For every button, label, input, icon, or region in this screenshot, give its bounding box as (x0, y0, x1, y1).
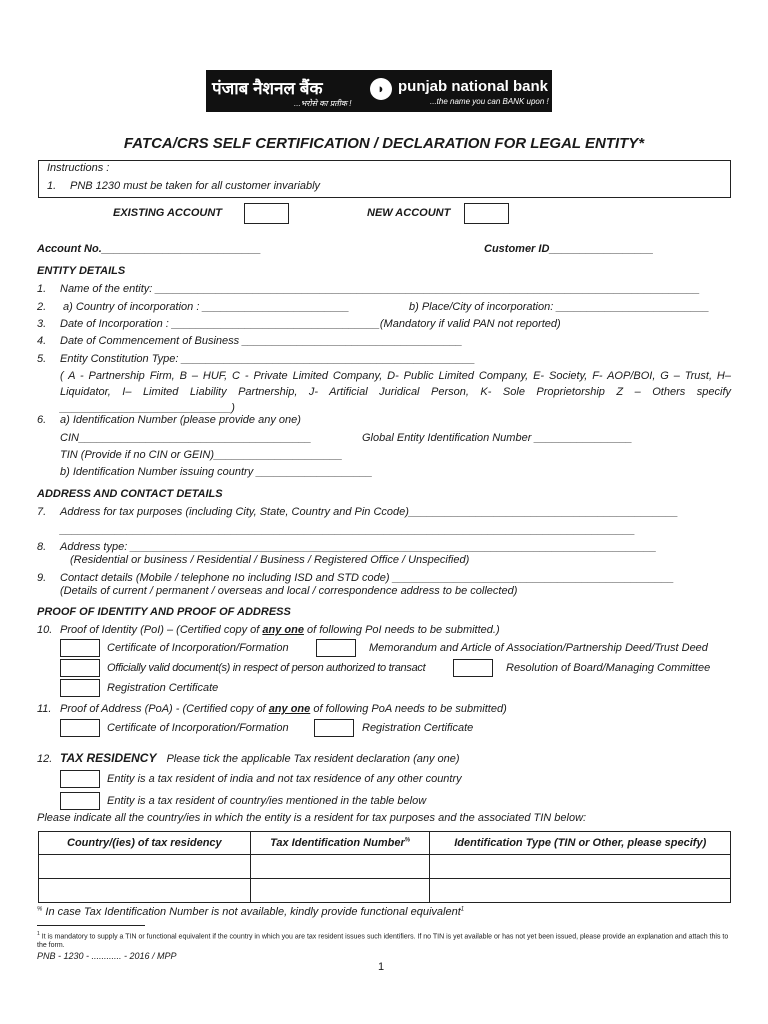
constitution-type-field[interactable] (37, 353, 475, 365)
poa-registration-label: Registration Certificate (362, 722, 474, 734)
footnote-text: It is mandatory to supply a TIN or functional equivalent if the country in which you are tax resident issues such identifiers. If no TIN is yet available or has not yet been issued, please provide an explanation and attach this to the form. (37, 933, 729, 950)
poi-memorandum-checkbox[interactable] (316, 639, 356, 657)
q7-text: Address for tax purposes (including City, State, Country and Pin Ccode)____________________________________________ (60, 506, 679, 518)
address-heading: ADDRESS AND CONTACT DETAILS (37, 488, 223, 500)
account-number-field[interactable]: Account No.__________________________ (37, 243, 261, 255)
q11-any-one: any one (268, 703, 311, 715)
q5-text: Entity Constitution Type: ________________________________________________ (60, 353, 476, 365)
instructions-box (38, 160, 731, 198)
q2-number: 2. (37, 301, 47, 313)
q4-number: 4. (37, 335, 47, 347)
instruction-text: PNB 1230 must be taken for all customer invariably (70, 180, 321, 192)
table-cell[interactable] (430, 879, 731, 903)
poi-ovd-checkbox[interactable] (60, 659, 100, 677)
entity-name-field[interactable] (37, 283, 700, 295)
contact-details-note: (Details of current / permanent / overseas and local / correspondence address to be collected) (60, 585, 518, 597)
tax-address-continuation[interactable]: ______________________________________________________________________________________________ (60, 524, 636, 536)
proof-identity-question (37, 624, 500, 636)
q1-number: 1. (37, 283, 47, 295)
form-code: PNB - 1230 - ............ - 2016 / MPP (37, 951, 177, 961)
q8-text: Address type: ______________________________________________________________________________________ (60, 541, 657, 553)
tax-resident-other-label: Entity is a tax resident of country/ies mentioned in the table below (107, 795, 427, 807)
q9-number: 9. (37, 572, 47, 584)
tin-note-sup: 1 (460, 906, 465, 913)
tin-note-mark: % (37, 906, 43, 913)
poi-registration-label: Registration Certificate (107, 682, 219, 694)
q6a-text: a) Identification Number (please provide any one) (60, 414, 301, 426)
existing-account-label: EXISTING ACCOUNT (113, 207, 222, 219)
table-cell[interactable] (430, 855, 731, 879)
address-type-options: (Residential or business / Residential / Business / Registered Office / Unspecified) (70, 554, 470, 566)
tax-resident-india-label: Entity is a tax resident of india and not tax residence of any other country (107, 773, 462, 785)
new-account-label: NEW ACCOUNT (367, 207, 451, 219)
instruction-number: 1. (47, 180, 57, 192)
q9-text: Contact details (Mobile / telephone no including ISD and STD code) ______________________________________________ (60, 572, 675, 584)
q12-number: 12. (37, 753, 53, 765)
table-row (39, 855, 731, 879)
q7-number: 7. (37, 506, 47, 518)
logo-hindi-name: पंजाब नैशनल बैंक (212, 79, 323, 98)
poi-ovd-label: Officially valid document(s) in respect of person authorized to transact (107, 662, 426, 674)
new-account-checkbox[interactable] (464, 203, 509, 224)
q3-text: Date of Incorporation : __________________________________(Mandatory if valid PAN not reported) (60, 318, 561, 330)
poa-registration-checkbox[interactable] (314, 719, 354, 737)
poi-memorandum-label: Memorandum and Article of Association/Partnership Deed/Trust Deed (369, 642, 708, 654)
column-header-tin-mark: % (404, 837, 411, 844)
column-header-id-type: Identification Type (TIN or Other, please specify) (430, 832, 731, 855)
customer-id-field[interactable]: Customer ID_________________ (484, 243, 654, 255)
tax-residency-table (38, 831, 731, 903)
tax-table-intro: Please indicate all the country/ies in which the entity is a resident for tax purposes and the associated TIN below: (37, 812, 587, 824)
contact-details-field[interactable] (37, 572, 674, 584)
tin-field[interactable]: TIN (Provide if no CIN or GEIN)_____________________ (60, 449, 343, 461)
tax-residency-instruction: Please tick the applicable Tax resident declaration (any one) (166, 753, 460, 765)
poi-registration-checkbox[interactable] (60, 679, 100, 697)
tax-residency-heading: TAX RESIDENCY (60, 751, 157, 765)
logo-hindi-tagline: ...भरोसे का प्रतीक ! (294, 99, 352, 108)
identification-number-heading (37, 414, 301, 426)
table-cell[interactable] (250, 855, 430, 879)
constitution-type-description: ( A - Partnership Firm, B – HUF, C - Private Limited Company, D- Public Limited Company, E- Society, F- AOP/BOI, G – Trust, H– Liquidator, I– Limited Liability Partnership, J- Artificial Juridical Person, K- Sole Proprietorship Z – Others specify ____________________________) (60, 370, 731, 414)
entity-details-heading: ENTITY DETAILS (37, 265, 126, 277)
q2a-text: a) Country of incorporation : ________________________ (60, 301, 350, 313)
q3-number: 3. (37, 318, 47, 330)
poi-resolution-checkbox[interactable] (453, 659, 493, 677)
q10-text-post: of following PoI needs to be submitted.) (303, 624, 500, 636)
logo-english-name: punjab national bank (398, 78, 549, 95)
q5-number: 5. (37, 353, 47, 365)
table-cell[interactable] (250, 879, 430, 903)
poa-incorporation-label: Certificate of Incorporation/Formation (107, 722, 289, 734)
q11-number: 11. (37, 703, 52, 715)
tax-residency-question (37, 751, 460, 765)
footnote (37, 930, 735, 950)
q1-text: Name of the entity: _________________________________________________________________________________________ (60, 283, 700, 295)
bank-logo (206, 70, 552, 112)
footnote-divider (37, 925, 145, 926)
gein-field[interactable]: Global Entity Identification Number ________________ (362, 432, 633, 444)
table-row (39, 879, 731, 903)
page-number: 1 (378, 961, 385, 973)
instructions-heading: Instructions : (47, 162, 110, 174)
date-commencement-field[interactable] (37, 335, 462, 347)
q10-any-one: any one (262, 624, 304, 636)
address-type-field[interactable] (37, 541, 656, 553)
tin-note (37, 906, 464, 918)
tax-resident-india-checkbox[interactable] (60, 770, 100, 788)
existing-account-checkbox[interactable] (244, 203, 289, 224)
place-incorporation-field[interactable]: b) Place/City of incorporation: _________________________ (409, 301, 710, 313)
q11-text-pre: Proof of Address (PoA) - (Certified copy of (60, 703, 269, 715)
table-cell[interactable] (39, 879, 251, 903)
poa-incorporation-checkbox[interactable] (60, 719, 100, 737)
q10-number: 10. (37, 624, 53, 636)
column-header-country: Country/(ies) of tax residency (39, 832, 251, 855)
date-incorporation-field[interactable] (37, 318, 561, 330)
column-header-tin-text: Tax Identification Number (270, 837, 405, 849)
q11-text-post: of following PoA needs to be submitted) (310, 703, 507, 715)
q8-number: 8. (37, 541, 47, 553)
q10-text-pre: Proof of Identity (PoI) – (Certified copy of (60, 624, 263, 636)
q4-text: Date of Commencement of Business ____________________________________ (60, 335, 463, 347)
form-title: FATCA/CRS SELF CERTIFICATION / DECLARATION FOR LEGAL ENTITY* (123, 135, 645, 152)
column-header-tin (250, 832, 430, 855)
issuing-country-field[interactable]: b) Identification Number issuing country ___________________ (60, 466, 373, 478)
country-incorporation-field[interactable] (37, 301, 349, 313)
poi-incorporation-checkbox[interactable] (60, 639, 100, 657)
tax-address-field[interactable] (37, 506, 678, 518)
table-cell[interactable] (39, 855, 251, 879)
logo-english-tagline: ...the name you can BANK upon ! (430, 97, 549, 106)
poi-resolution-label: Resolution of Board/Managing Committee (506, 662, 711, 674)
bank-emblem-icon: ◗ (370, 78, 392, 100)
poi-incorporation-label: Certificate of Incorporation/Formation (107, 642, 289, 654)
proof-address-question (37, 703, 507, 715)
tin-note-text: In case Tax Identification Number is not available, kindly provide functional equivalent (42, 906, 461, 918)
footnote-sup: 1 (37, 931, 40, 937)
instruction-item (47, 180, 320, 192)
proof-heading: PROOF OF IDENTITY AND PROOF OF ADDRESS (37, 606, 291, 618)
cin-field[interactable]: CIN______________________________________ (60, 432, 312, 444)
q6-number: 6. (37, 414, 47, 426)
tax-resident-other-checkbox[interactable] (60, 792, 100, 810)
table-header-row (39, 832, 731, 855)
